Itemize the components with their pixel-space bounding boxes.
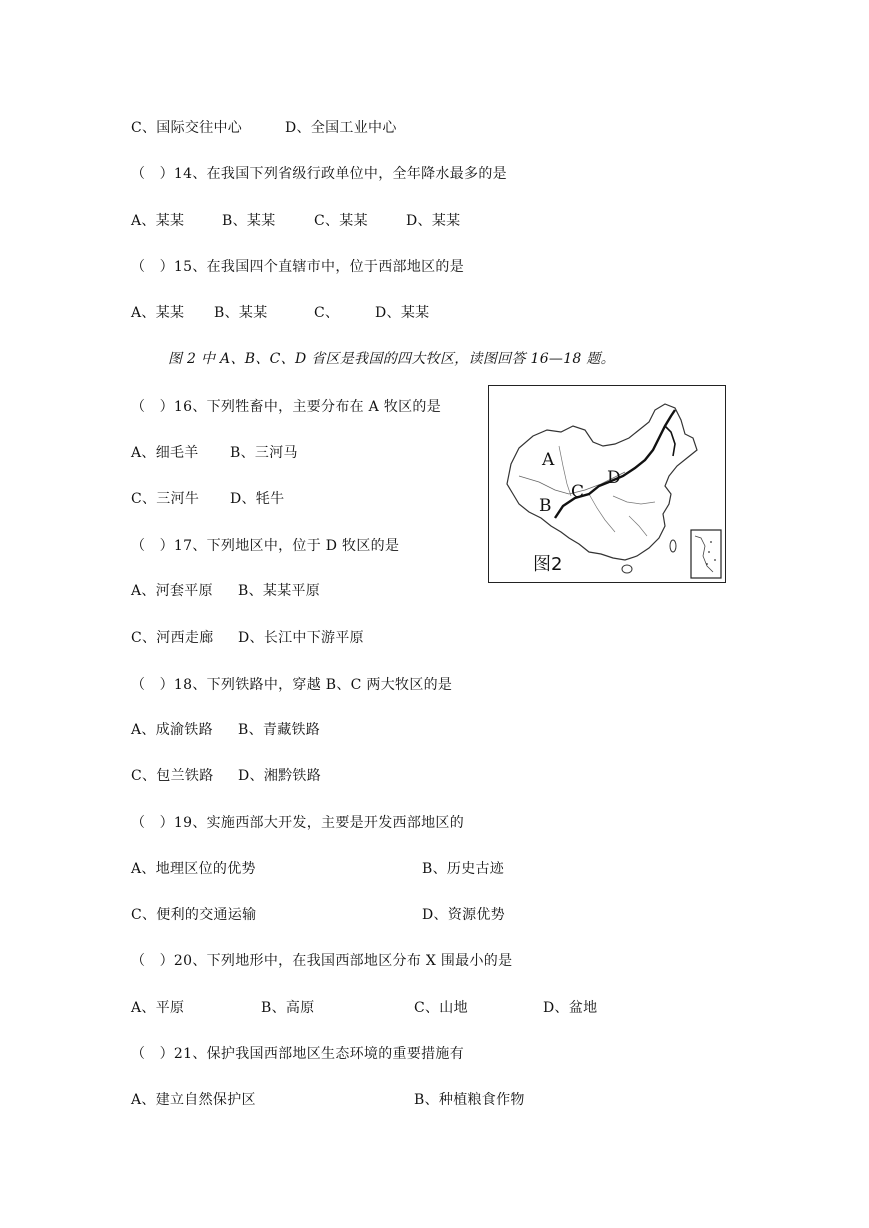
q15-stem: （ ）15、在我国四个直辖市中，位于西部地区的是 xyxy=(131,259,465,275)
q15-option-b: B、某某 xyxy=(214,305,268,321)
q14-option-c: C、某某 xyxy=(314,213,368,229)
q16-option-a: A、细毛羊 xyxy=(131,445,199,461)
q21-stem: （ ）21、保护我国西部地区生态环境的重要措施有 xyxy=(131,1046,465,1062)
q15-option-a: A、某某 xyxy=(131,305,185,321)
q17-option-b: B、某某平原 xyxy=(238,583,321,599)
q19-option-a: A、地理区位的优势 xyxy=(131,861,256,877)
q17-option-d: D、长江中下游平原 xyxy=(238,630,364,646)
q14-option-b: B、某某 xyxy=(222,213,276,229)
q21-option-a: A、建立自然保护区 xyxy=(131,1092,256,1108)
q21-option-b: B、种植粮食作物 xyxy=(414,1092,525,1108)
q17-stem: （ ）17、下列地区中，位于 D 牧区的是 xyxy=(131,538,400,554)
region-label-b: B xyxy=(539,496,552,516)
q17-option-c: C、河西走廊 xyxy=(131,630,214,646)
q19-option-b: B、历史古迹 xyxy=(422,861,505,877)
figure-instruction: 图 2 中 A、B、C、D 省区是我国的四大牧区，读图回答 16—18 题。 xyxy=(168,351,615,367)
region-label-c: C xyxy=(571,482,585,502)
q15-option-c: C、 xyxy=(314,305,340,321)
q20-option-b: B、高原 xyxy=(261,1000,315,1016)
q14-option-d: D、某某 xyxy=(406,213,461,229)
q16-stem: （ ）16、下列牲畜中，主要分布在 A 牧区的是 xyxy=(131,399,442,415)
q19-option-d: D、资源优势 xyxy=(422,907,506,923)
q13-option-c: C、国际交往中心 xyxy=(131,120,243,136)
q19-stem: （ ）19、实施西部大开发，主要是开发西部地区的 xyxy=(131,815,465,831)
q18-option-b: B、青藏铁路 xyxy=(238,722,321,738)
q16-option-c: C、三河牛 xyxy=(131,491,200,507)
q14-option-a: A、某某 xyxy=(131,213,185,229)
q18-stem: （ ）18、下列铁路中，穿越 B、C 两大牧区的是 xyxy=(131,677,453,693)
q18-option-c: C、包兰铁路 xyxy=(131,768,214,784)
q18-option-d: D、湘黔铁路 xyxy=(238,768,322,784)
region-label-d: D xyxy=(607,468,621,488)
q18-option-a: A、成渝铁路 xyxy=(131,722,213,738)
q20-stem: （ ）20、下列地形中，在我国西部地区分布 X 围最小的是 xyxy=(131,953,513,969)
region-label-a: A xyxy=(542,450,555,470)
q20-option-a: A、平原 xyxy=(131,1000,185,1016)
q13-option-d: D、全国工业中心 xyxy=(285,120,397,136)
q15-option-d: D、某某 xyxy=(375,305,430,321)
q17-option-a: A、河套平原 xyxy=(131,583,213,599)
q16-option-b: B、三河马 xyxy=(230,445,298,461)
q20-option-c: C、山地 xyxy=(414,1000,468,1016)
q14-stem: （ ）14、在我国下列省级行政单位中，全年降水最多的是 xyxy=(131,166,507,182)
figure-2-map xyxy=(488,385,726,583)
q19-option-c: C、便利的交通运输 xyxy=(131,907,257,923)
q20-option-d: D、盆地 xyxy=(543,1000,598,1016)
q16-option-d: D、牦牛 xyxy=(230,491,285,507)
figure-caption: 图2 xyxy=(533,554,563,575)
